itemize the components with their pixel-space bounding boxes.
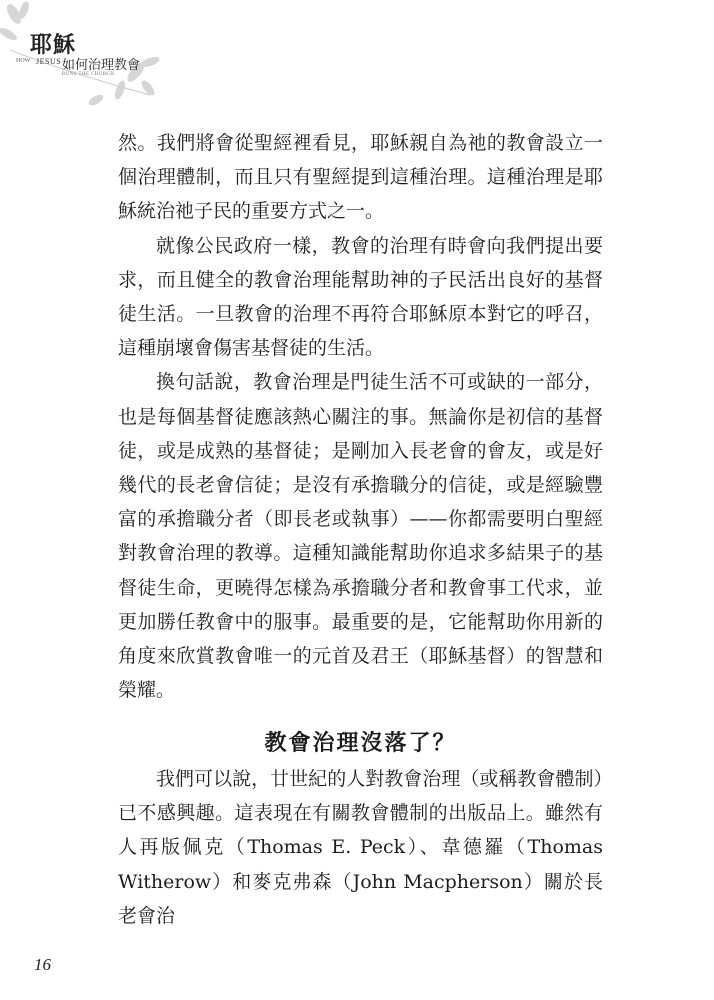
book-title-en-jesus: JESUS — [36, 57, 62, 66]
book-title-en-suffix: RUNS THE CHURCH — [62, 72, 115, 77]
paragraph: 我們可以說，廿世紀的人對教會治理（或稱教會體制）已不感興趣。這表現在有關教會體制的出版品上。雖然有人再版佩克（Thomas E. Peck）、韋德羅（Thomas Witherow）和麥克弗森（John Macpherson）關於長老會治 — [118, 768, 603, 927]
running-header — [0, 0, 200, 110]
paragraph: 就像公民政府一樣，教會的治理有時會向我們提出要求，而且健全的教會治理能幫助神的子民活出良好的基督徒生活。一旦教會的治理不再符合耶穌原本對它的呼召，這種崩壞會傷害基督徒的生活。 — [118, 234, 603, 360]
paragraph: 換句話說，教會治理是門徒生活不可或缺的一部分，也是每個基督徒應該熱心關注的事。無論你是初信的基督徒，或是成熟的基督徒；是剛加入長老會的會友，或是好幾代的長老會信徒；是沒有承擔職分的信徒，或是經驗豐富的承擔職分者（即長老或執事）——你都需要明白聖經對教會治理的教導。這種知識能幫助你追求多結果子的基督徒生命，更曉得怎樣為承擔職分者和教會事工代求，並更加勝任教會中的服事。最重要的是，它能幫助你用新的角度來欣賞教會唯一的元首及君王（耶穌基督）的智慧和榮耀。 — [118, 371, 603, 702]
book-title-en-prefix: HOW — [16, 58, 31, 64]
page-number: 16 — [34, 955, 51, 974]
section-heading: 教會治理沒落了？ — [264, 731, 457, 756]
body-text — [118, 126, 603, 707]
section-body — [118, 762, 603, 933]
book-subtitle: 如何治理教會 — [62, 58, 141, 73]
paragraph: 然。我們將會從聖經裡看見，耶穌親自為祂的教會設立一個治理體制，而且只有聖經提到這種治理。這種治理是耶穌統治祂子民的重要方式之一。 — [118, 132, 603, 223]
book-title: 耶穌 — [30, 32, 77, 58]
